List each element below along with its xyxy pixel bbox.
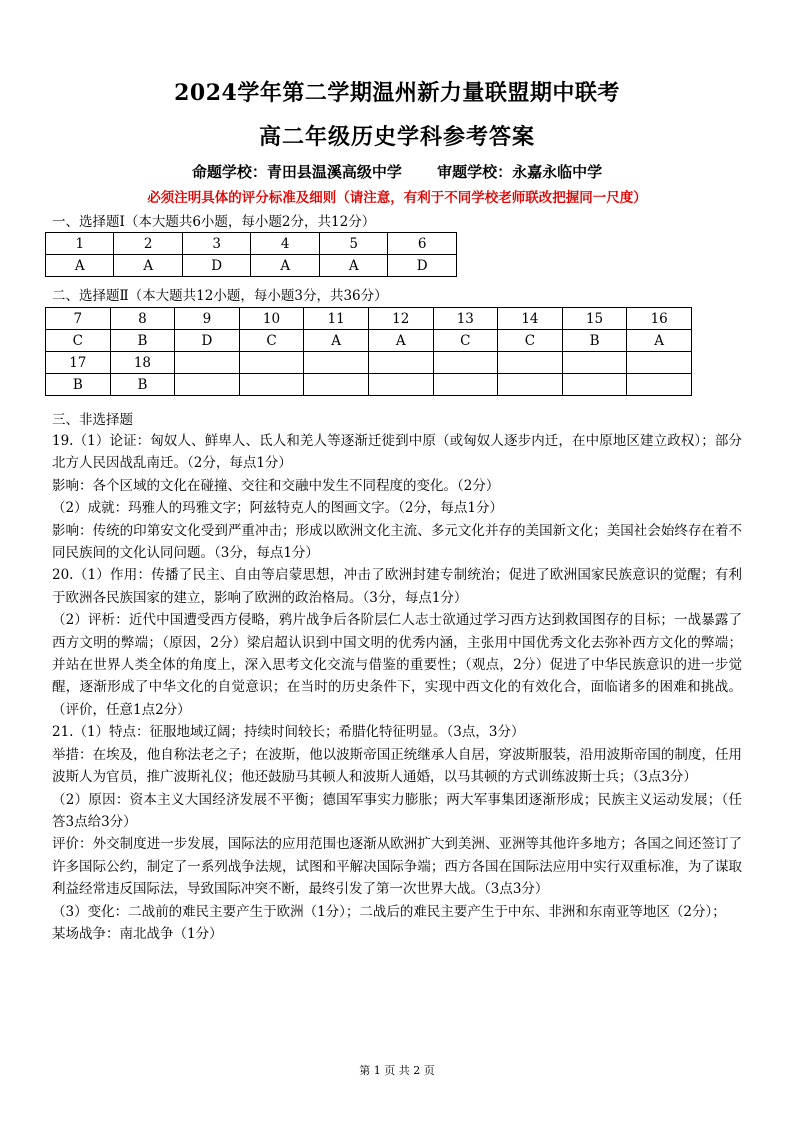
proposer-school: 命题学校：青田县温溪高级中学	[191, 163, 402, 181]
empty-cell	[368, 352, 433, 374]
answer-cell: A	[319, 255, 387, 277]
page-footer: 第 1 页 共 2 页	[359, 1064, 435, 1077]
table-row	[46, 330, 692, 352]
table-row	[46, 255, 457, 277]
answer-paragraph: 21.（1）特点：征服地域辽阔；持续时间较长；希腊化特征明显。（3点，3分）	[52, 724, 525, 741]
answer-paragraph: （3）变化：二战前的难民主要产生于欧洲（1分）；二战后的难民主要产生于中东、非洲和东南亚等地区（2分）；	[52, 903, 726, 920]
answer-paragraph: 19.（1）论证：匈奴人、鲜卑人、氐人和羌人等逐渐迁徙到中原（或匈奴人逐步内迁，在中原地区建立政权）；部分北方人民因战乱南迁。（2分，每点1分）	[52, 433, 742, 472]
school-info	[0, 161, 794, 182]
empty-cell	[239, 374, 304, 396]
table-row	[46, 352, 692, 374]
answer-cell: C	[239, 330, 304, 352]
answer-cell: D	[175, 330, 239, 352]
answer-paragraph: （2）评析：近代中国遭受西方侵略，鸦片战争后各阶层仁人志士欲通过学习西方达到救国图存的目标；一战暴露了西方文明的弊端；（原因，2分）梁启超认识到中国文明的优秀内涵，主张用中国优秀文化去弥补西方文化的弊端；并站在世界人类全体的角度上，深入思考文化交流与借鉴的重要性；（观点，2分）促进了中华民族意识的进一步觉醒，逐渐形成了中华文化的自觉意识；在当时的历史条件下，实现中西文化的有效化合，面临诸多的困难和挑战。（评价，任意1点2分）	[52, 612, 742, 718]
question-number: 17	[46, 352, 111, 374]
empty-cell	[627, 352, 692, 374]
question-number: 2	[114, 233, 182, 255]
question-number: 9	[175, 308, 239, 330]
reviewer-school: 审题学校：永嘉永临中学	[437, 163, 603, 181]
question-number: 3	[182, 233, 251, 255]
question-number: 7	[46, 308, 111, 330]
question-number: 12	[368, 308, 433, 330]
answer-cell: D	[388, 255, 457, 277]
exam-title: 2024学年第二学期温州新力量联盟期中联考	[174, 80, 620, 106]
empty-cell	[498, 352, 563, 374]
empty-cell	[562, 374, 627, 396]
empty-cell	[498, 374, 563, 396]
question-number: 18	[110, 352, 175, 374]
answer-paragraph: 影响：传统的印第安文化受到严重冲击；形成以欧洲文化主流、多元文化并存的美国新文化；美国社会始终存在着不同民族间的文化认同问题。（3分，每点1分）	[52, 522, 742, 562]
table-row	[46, 233, 457, 255]
answer-cell: A	[368, 330, 433, 352]
answer-paragraph: 影响：各个区域的文化在碰撞、交往和交融中发生不同程度的变化。（2分）	[52, 477, 500, 494]
answer-cell: B	[46, 374, 111, 396]
answer-paragraph: 某场战争：南北战争（1分）	[52, 925, 223, 942]
empty-cell	[562, 352, 627, 374]
answer-cell: A	[46, 255, 114, 277]
section1-answer-table	[45, 232, 457, 277]
answer-cell: D	[182, 255, 251, 277]
answer-paragraph: 举措：在埃及，他自称法老之子；在波斯，他以波斯帝国正统继承人自居，穿波斯服装，沿用波斯帝国的制度，任用波斯人为官员，推广波斯礼仪；他还鼓励马其顿人和波斯人通婚，以马其顿的方式训练波斯士兵；（3点3分）	[52, 746, 742, 786]
question-number: 1	[46, 233, 114, 255]
section3-heading: 三、非选择题	[52, 412, 133, 428]
table-row	[46, 374, 692, 396]
question-number: 11	[304, 308, 369, 330]
answer-cell: B	[110, 330, 175, 352]
table-row	[46, 308, 692, 330]
answer-cell: B	[110, 374, 175, 396]
answer-paragraph: 20.（1）作用：传播了民主、自由等启蒙思想，冲击了欧洲封建专制统治；促进了欧洲国家民族意识的觉醒；有利于欧洲各民族国家的建立，影响了欧洲的政治格局。（3分，每点1分）	[52, 567, 742, 606]
empty-cell	[304, 374, 369, 396]
question-number: 15	[562, 308, 627, 330]
section2-answer-table	[45, 307, 692, 396]
answer-cell: C	[46, 330, 111, 352]
answer-paragraph: 评价：外交制度进一步发展，国际法的应用范围也逐渐从欧洲扩大到美洲、亚洲等其他许多地方；各国之间还签订了许多国际公约，制定了一系列战争法规，试图和平解决国际争端；西方各国在国际法应用中实行双重标准，为了谋取利益经常违反国际法，导致国际冲突不断，最终引发了第一次世界大战。（3点3分）	[52, 836, 742, 898]
answer-cell: C	[433, 330, 498, 352]
empty-cell	[627, 374, 692, 396]
empty-cell	[368, 374, 433, 396]
question-number: 8	[110, 308, 175, 330]
question-number: 5	[319, 233, 387, 255]
scoring-notice: 必须注明具体的评分标准及细则（请注意，有利于不同学校老师联改把握同一尺度）	[147, 190, 647, 206]
answer-paragraph: （2）原因：资本主义大国经济发展不平衡；德国军事实力膨胀；两大军事集团逐渐形成；民族主义运动发展；（任答3点给3分）	[52, 791, 742, 830]
question-number: 13	[433, 308, 498, 330]
question-number: 4	[251, 233, 319, 255]
answer-cell: A	[304, 330, 369, 352]
question-number: 16	[627, 308, 692, 330]
empty-cell	[433, 374, 498, 396]
empty-cell	[304, 352, 369, 374]
section1-heading: 一、选择题Ⅰ（本大题共6小题，每小题2分，共12分）	[52, 214, 376, 230]
answer-subtitle: 高二年级历史学科参考答案	[258, 124, 535, 150]
section3-answers	[52, 430, 742, 945]
answer-cell: A	[627, 330, 692, 352]
question-number: 10	[239, 308, 304, 330]
answer-cell: A	[251, 255, 319, 277]
question-number: 14	[498, 308, 563, 330]
answer-cell: A	[114, 255, 182, 277]
answer-cell: B	[562, 330, 627, 352]
answer-cell: C	[498, 330, 563, 352]
empty-cell	[175, 374, 239, 396]
question-number: 6	[388, 233, 457, 255]
answer-paragraph: （2）成就：玛雅人的玛雅文字；阿兹特克人的图画文字。（2分，每点1分）	[52, 500, 504, 517]
empty-cell	[433, 352, 498, 374]
empty-cell	[175, 352, 239, 374]
section2-heading: 二、选择题Ⅱ（本大题共12小题，每小题3分，共36分）	[52, 288, 388, 304]
empty-cell	[239, 352, 304, 374]
